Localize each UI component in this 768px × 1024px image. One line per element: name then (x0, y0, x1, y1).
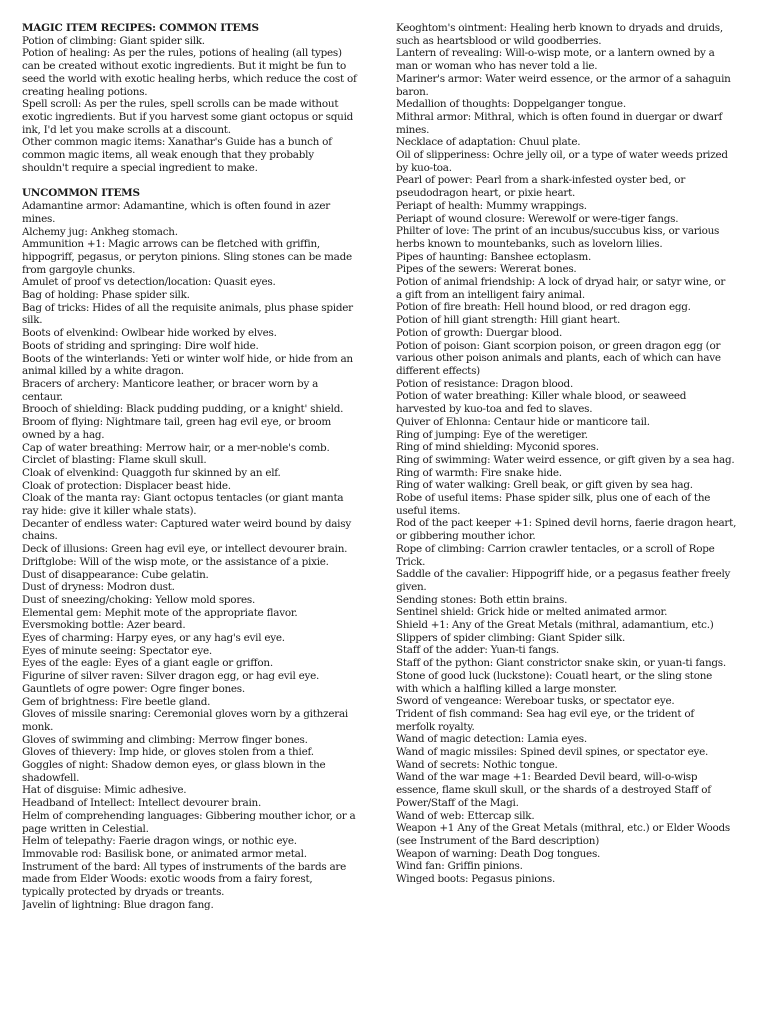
text-line: a gift from an intelligent fairy animal. (396, 288, 585, 301)
text-line: Headband of Intellect: Intellect devourer brain. (22, 797, 262, 810)
text-line: shadowfell. (22, 771, 80, 784)
text-line: owned by a hag. (22, 428, 105, 441)
text-line: Boots of striding and springing: Dire wolf hide. (22, 339, 259, 352)
text-line: herbs known to mountebanks, such as lovelorn lilies. (396, 237, 663, 250)
text-line: Potion of fire breath: Hell hound blood, or red dragon egg. (396, 301, 691, 314)
text-line: Helm of comprehending languages: Gibbering mouther ichor, or a (22, 809, 356, 822)
text-line: monk. (22, 720, 54, 733)
text-line: Circlet of blasting: Flame skull skull. (22, 454, 207, 467)
text-line: can be created without exotic ingredients. But it might be fun to (22, 60, 347, 73)
text-line: Potion of resistance: Dragon blood. (396, 377, 574, 390)
text-line: Boots of the winterlands: Yeti or winter wolf hide, or hide from an (22, 352, 353, 365)
text-line: silk. (22, 314, 43, 327)
text-line: made from Elder Woods: exotic woods from a fairy forest, (22, 873, 313, 886)
text-line: Pipes of haunting: Banshee ectoplasm. (396, 250, 592, 263)
text-line: common magic items, all weak enough that they probably (22, 149, 314, 162)
text-line: Wand of magic missiles: Spined devil spines, or spectator eye. (396, 746, 709, 759)
text-line: Cloak of elvenkind: Quaggoth fur skinned by an elf. (22, 466, 281, 479)
text-line: creating healing potions. (22, 85, 148, 98)
text-line: Ring of warmth: Fire snake hide. (396, 466, 562, 479)
text-line: given. (396, 580, 427, 593)
text-line: Ring of swimming: Water weird essence, or gift given by a sea hag. (396, 453, 735, 466)
text-line: Winged boots: Pegasus pinions. (396, 873, 555, 886)
text-line: Cloak of protection: Displacer beast hide. (22, 479, 231, 492)
text-line: Wand of secrets: Nothic tongue. (396, 758, 558, 771)
text-line: Quiver of Ehlonna: Centaur hide or manticore tail. (396, 415, 650, 428)
text-line: Figurine of silver raven: Silver dragon egg, or hag evil eye. (22, 670, 320, 683)
text-line: page written in Celestial. (22, 822, 149, 835)
text-line: Dust of dryness: Modron dust. (22, 581, 175, 594)
text-line: baron. (396, 85, 429, 98)
text-line: mines. (396, 123, 430, 136)
text-line: Mithral armor: Mithral, which is often found in duergar or dwarf (396, 110, 723, 123)
text-line: Philter of love: The print of an incubus/succubus kiss, or various (396, 225, 720, 238)
text-line: Ring of mind shielding: Myconid spores. (396, 441, 599, 454)
text-line: exotic ingredients. But if you harvest some giant octopus or squid (22, 110, 354, 123)
text-line: Lantern of revealing: Will-o-wisp mote, or a lantern owned by a (396, 47, 715, 60)
text-line: from gargoyle chunks. (22, 263, 136, 276)
text-line: Saddle of the cavalier: Hippogriff hide, or a pegasus feather freely (396, 568, 731, 581)
text-line: Potion of climbing: Giant spider silk. (22, 34, 205, 47)
text-line: pseudodragon heart, or pixie heart. (396, 187, 576, 200)
text-line: Staff of the python: Giant constrictor snake skin, or yuan-ti fangs. (396, 657, 726, 670)
text-line: seed the world with exotic healing herbs, which reduce the cost of (22, 72, 357, 85)
text-line: mines. (22, 212, 56, 225)
text-line: Brooch of shielding: Black pudding pudding, or a knight' shield. (22, 403, 344, 416)
text-line: Decanter of endless water: Captured water weird bound by daisy (22, 517, 351, 530)
text-line: Oil of slipperiness: Ochre jelly oil, or a type of water weeds prized (396, 149, 728, 162)
text-line: Trick. (396, 555, 426, 568)
text-line: Bag of holding: Phase spider silk. (22, 289, 190, 302)
section-heading: MAGIC ITEM RECIPES: COMMON ITEMS (22, 22, 259, 34)
text-line: Hat of disguise: Mimic adhesive. (22, 784, 187, 797)
text-line: Helm of telepathy: Faerie dragon wings, or nothic eye. (22, 835, 297, 848)
text-line: Periapt of wound closure: Werewolf or were-tiger fangs. (396, 212, 679, 225)
text-line: Other common magic items: Xanathar's Guide has a bunch of (22, 136, 332, 149)
text-line: Javelin of lightning: Blue dragon fang. (22, 898, 214, 911)
text-line: Necklace of adaptation: Chuul plate. (396, 136, 581, 149)
text-line: essence, flame skull skull, or the shards of a destroyed Staff of (396, 784, 711, 797)
text-line: Instrument of the bard: All types of instruments of the bards are (22, 860, 347, 873)
text-line: various other poison animals and plants, each of which can have (396, 352, 721, 365)
text-line: such as heartsblood or wild goodberries. (396, 34, 602, 47)
text-line: Eyes of the eagle: Eyes of a giant eagle or griffon. (22, 657, 273, 670)
text-line: Gauntlets of ogre power: Ogre finger bones. (22, 682, 245, 695)
text-line: Gem of brightness: Fire beetle gland. (22, 695, 211, 708)
text-line: Gloves of thievery: Imp hide, or gloves stolen from a thief. (22, 746, 314, 759)
left-column (22, 22, 370, 912)
text-line: Cloak of the manta ray: Giant octopus tentacles (or giant manta (22, 492, 344, 505)
text-line: Stone of good luck (luckstone): Couatl heart, or the sling stone (396, 669, 713, 682)
text-line: Staff of the adder: Yuan-ti fangs. (396, 644, 559, 657)
text-line: Pipes of the sewers: Wererat bones. (396, 263, 577, 276)
text-line: Cap of water breathing: Merrow hair, or a mer-noble's comb. (22, 441, 330, 454)
section-spacer (22, 174, 370, 187)
text-line: Elemental gem: Mephit mote of the appropriate flavor. (22, 606, 298, 619)
text-line: Medallion of thoughts: Doppelganger tongue. (396, 98, 626, 111)
text-line: (see Instrument of the Bard description) (396, 835, 599, 847)
text-line: Power/Staff of the Magi. (396, 796, 519, 809)
text-line: Driftglobe: Will of the wisp mote, or the assistance of a pixie. (22, 555, 329, 568)
text-line: ray hide: give it killer whale stats). (22, 505, 197, 518)
text-line: Sending stones: Both ettin brains. (396, 593, 568, 606)
text-line: Boots of elvenkind: Owlbear hide worked by elves. (22, 327, 277, 340)
text-line: or gibbering mouther ichor. (396, 530, 536, 543)
section-heading: UNCOMMON ITEMS (22, 187, 140, 200)
text-line: Weapon +1 Any of the Great Metals (mithral, etc.) or Elder Woods (396, 822, 730, 835)
text-line: Amulet of proof vs detection/location: Quasit eyes. (22, 276, 276, 289)
right-column (396, 22, 748, 886)
text-line: useful items. (396, 504, 461, 517)
text-line: Wand of magic detection: Lamia eyes. (396, 733, 587, 746)
text-line: animal killed by a white dragon. (22, 365, 184, 378)
text-line: Potion of healing: As per the rules, potions of healing (all types) (22, 47, 342, 60)
text-line: Eyes of minute seeing: Spectator eye. (22, 644, 212, 657)
text-line: Broom of flying: Nightmare tail, green hag evil eye, or broom (22, 416, 331, 429)
text-line: Pearl of power: Pearl from a shark-infested oyster bed, or (396, 174, 686, 187)
text-line: by kuo-toa. (396, 161, 452, 174)
text-line: Potion of poison: Giant scorpion poison, or green dragon egg (or (396, 339, 721, 352)
text-line: Trident of fish command: Sea hag evil eye, or the trident of (396, 707, 694, 720)
text-line: with which a halfling killed a large monster. (396, 682, 617, 695)
text-line: Ring of jumping: Eye of the weretiger. (396, 428, 588, 441)
text-line: Goggles of night: Shadow demon eyes, or glass blown in the (22, 759, 326, 772)
text-line: typically protected by dryads or treants. (22, 886, 225, 899)
text-line: hippogriff, pegasus, or peryton pinions. Sling stones can be made (22, 250, 352, 263)
text-line: Ammunition +1: Magic arrows can be fletched with griffin, (22, 238, 320, 251)
text-line: Bag of tricks: Hides of all the requisite animals, plus phase spider (22, 301, 353, 314)
text-line: Periapt of health: Mummy wrappings. (396, 199, 587, 212)
text-line: Sword of vengeance: Wereboar tusks, or spectator eye. (396, 695, 675, 708)
text-line: Immovable rod: Basilisk bone, or animated armor metal. (22, 848, 307, 860)
text-line: Potion of growth: Duergar blood. (396, 326, 563, 339)
text-line: Dust of disappearance: Cube gelatin. (22, 568, 209, 581)
text-line: Shield +1: Any of the Great Metals (mithral, adamantium, etc.) (396, 619, 714, 632)
text-line: Gloves of swimming and climbing: Merrow finger bones. (22, 733, 308, 746)
text-line: centaur. (22, 390, 63, 403)
text-line: Eyes of charming: Harpy eyes, or any hag's evil eye. (22, 632, 285, 645)
text-line: Potion of hill giant strength: Hill giant heart. (396, 314, 621, 327)
text-line: Spell scroll: As per the rules, spell scrolls can be made without (22, 98, 339, 111)
text-line: man or woman who has never told a lie. (396, 60, 598, 73)
text-line: Eversmoking bottle: Azer beard. (22, 619, 186, 632)
text-line: Potion of water breathing: Killer whale blood, or seaweed (396, 390, 687, 403)
text-line: different effects) (396, 364, 480, 377)
text-line: Dust of sneezing/choking: Yellow mold spores. (22, 593, 256, 606)
text-line: Weapon of warning: Death Dog tongues. (396, 847, 601, 860)
text-line: Adamantine armor: Adamantine, which is often found in azer (22, 200, 330, 213)
text-line: Sentinel shield: Grick hide or melted animated armor. (396, 606, 668, 619)
text-line: Potion of animal friendship: A lock of dryad hair, or satyr wine, or (396, 276, 726, 289)
text-line: harvested by kuo-toa and fed to slaves. (396, 403, 593, 416)
text-line: chains. (22, 530, 58, 543)
text-line: Wand of the war mage +1: Bearded Devil beard, will-o-wisp (396, 771, 698, 784)
text-line: Keoghtom's ointment: Healing herb known to dryads and druids, (396, 22, 723, 34)
text-line: Robe of useful items: Phase spider silk, plus one of each of the (396, 492, 711, 505)
text-line: Gloves of missile snaring: Ceremonial gloves worn by a githzerai (22, 708, 348, 721)
text-line: Wind fan: Griffin pinions. (396, 860, 523, 873)
text-line: merfolk royalty. (396, 720, 475, 733)
text-line: Deck of illusions: Green hag evil eye, or intellect devourer brain. (22, 543, 348, 556)
text-line: ink, I'd let you make scrolls at a discount. (22, 123, 231, 136)
text-line: Mariner's armor: Water weird essence, or the armor of a sahaguin (396, 72, 731, 85)
text-line: Rod of the pact keeper +1: Spined devil horns, faerie dragon heart, (396, 517, 737, 530)
text-line: Wand of web: Ettercap silk. (396, 809, 535, 822)
text-line: Alchemy jug: Ankheg stomach. (22, 225, 178, 238)
text-line: Ring of water walking: Grell beak, or gift given by sea hag. (396, 479, 693, 492)
text-line: Slippers of spider climbing: Giant Spider silk. (396, 631, 626, 644)
text-line: Rope of climbing: Carrion crawler tentacles, or a scroll of Rope (396, 542, 715, 555)
text-line: shouldn't require a special ingredient to make. (22, 161, 258, 174)
text-line: Bracers of archery: Manticore leather, or bracer worn by a (22, 377, 319, 390)
